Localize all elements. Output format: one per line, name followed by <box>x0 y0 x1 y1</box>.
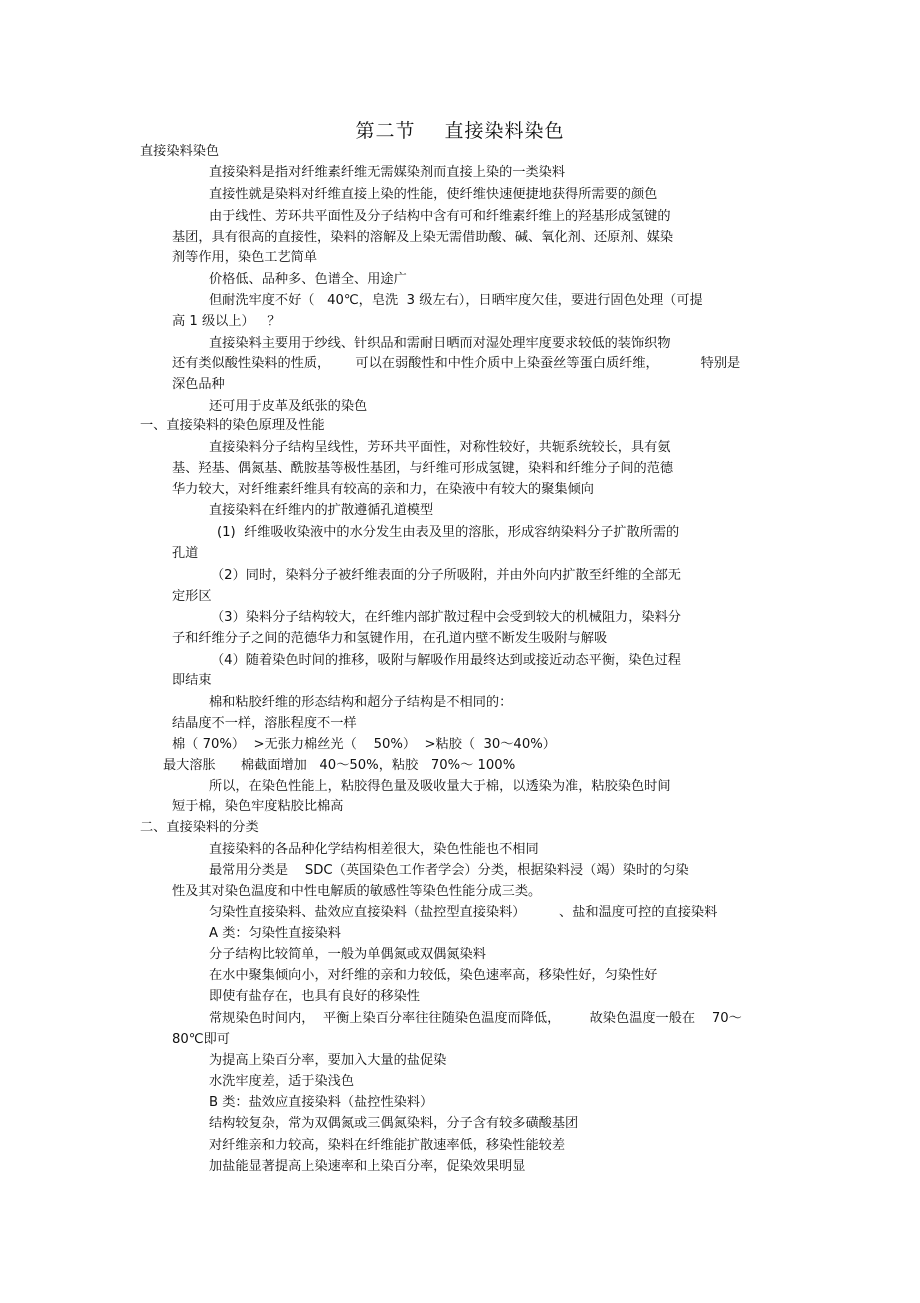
text-line: 华力较大，对纤维素纤维具有较高的亲和力，在染液中有较大的聚集倾向 <box>172 482 594 497</box>
text-line: A 类：匀染性直接染料 <box>209 926 341 941</box>
text-line: 但耐洗牢度不好（ 40℃，皂洗 3 级左右），日晒牢度欠佳，要进行固色处理（可提 <box>209 293 703 308</box>
page-title: 第二节 直接染料染色 <box>355 120 565 142</box>
section-heading: 直接染料染色 <box>140 144 220 159</box>
text-line: 价格低、品种多、色谱全、用途广 <box>209 272 407 287</box>
text-line: 高 1 级以上） ？ <box>172 314 281 329</box>
text-line: 水洗牢度差，适于染浅色 <box>209 1074 355 1089</box>
text-line: 还有类似酸性染料的性质， 可以在弱酸性和中性介质中上染蚕丝等蛋白质纤维， 特别是 <box>172 356 741 371</box>
text-line: 最大溶胀 棉截面增加 40～50%，粘胶 70%～ 100% <box>163 758 516 773</box>
text-line: 即使有盐存在，也具有良好的移染性 <box>209 989 420 1004</box>
text-line: 直接性就是染料对纤维直接上染的性能，使纤维快速便捷地获得所需要的颜色 <box>209 187 658 202</box>
text-line: 基团，具有很高的直接性，染料的溶解及上染无需借助酸、碱、氧化剂、还原剂、媒染 <box>172 230 674 245</box>
text-line: 剂等作用，染色工艺简单 <box>172 250 318 265</box>
text-line: 80℃即可 <box>172 1032 230 1047</box>
section-heading: 二、直接染料的分类 <box>140 820 259 835</box>
text-line: 所以，在染色性能上，粘胶得色量及吸收量大于棉，以透染为准，粘胶染色时间 <box>209 779 671 794</box>
text-line: 即结束 <box>172 673 212 688</box>
section-heading: 一、直接染料的染色原理及性能 <box>140 418 325 433</box>
text-line: （4）随着染色时间的推移，吸附与解吸作用最终达到或接近动态平衡，染色过程 <box>211 653 681 668</box>
text-line: 短于棉，染色牢度粘胶比棉高 <box>172 799 344 814</box>
text-line: (1) 纤维吸收染液中的水分发生由表及里的溶胀，形成容纳染料分子扩散所需的 <box>217 525 680 540</box>
text-line: 为提高上染百分率，要加入大量的盐促染 <box>209 1053 447 1068</box>
text-line: 子和纤维分子之间的范德华力和氢键作用，在孔道内壁不断发生吸附与解吸 <box>172 631 608 646</box>
text-line: B 类：盐效应直接染料（盐控性染料） <box>209 1095 434 1110</box>
text-line: 直接染料分子结构呈线性，芳环共平面性，对称性较好，共轭系统较长，具有氨 <box>209 440 671 455</box>
text-line: 对纤维亲和力较高，染料在纤维能扩散速率低，移染性能较差 <box>209 1138 566 1153</box>
text-line: 直接染料主要用于纱线、针织品和需耐日晒而对湿处理牢度要求较低的装饰织物 <box>209 336 671 351</box>
text-line: （3）染料分子结构较大，在纤维内部扩散过程中会受到较大的机械阻力，染料分 <box>211 610 681 625</box>
text-line: 常规染色时间内， 平衡上染百分率往往随染色温度而降低， 故染色温度一般在 70～ <box>209 1011 742 1026</box>
text-line: 孔道 <box>172 546 199 561</box>
text-line: 分子结构比较简单，一般为单偶氮或双偶氮染料 <box>209 947 486 962</box>
text-line: 还可用于皮革及纸张的染色 <box>209 399 368 414</box>
text-line: 匀染性直接染料、盐效应直接染料（盐控型直接染料） 、盐和温度可控的直接染料 <box>209 905 718 920</box>
text-line: 棉（ 70%） >无张力棉丝光（ 50%） >粘胶（ 30～40%） <box>172 737 556 752</box>
text-line: 直接染料的各品种化学结构相差很大，染色性能也不相同 <box>209 842 539 857</box>
text-line: 直接染料是指对纤维素纤维无需媒染剂而直接上染的一类染料 <box>209 165 566 180</box>
text-line: 棉和粘胶纤维的形态结构和超分子结构是不相同的： <box>209 695 513 710</box>
text-line: （2）同时，染料分子被纤维表面的分子所吸附，并由外向内扩散至纤维的全部无 <box>211 568 681 583</box>
text-line: 直接染料在纤维内的扩散遵循孔道模型 <box>209 503 434 518</box>
text-line: 定形区 <box>172 589 212 604</box>
text-line: 结构较复杂，常为双偶氮或三偶氮染料，分子含有较多磺酸基团 <box>209 1116 579 1131</box>
text-line: 在水中聚集倾向小，对纤维的亲和力较低，染色速率高，移染性好，匀染性好 <box>209 968 658 983</box>
text-line: 由于线性、芳环共平面性及分子结构中含有可和纤维素纤维上的羟基形成氢键的 <box>209 209 671 224</box>
text-line: 基、羟基、偶氮基、酰胺基等极性基团，与纤维可形成氢键，染料和纤维分子间的范德 <box>172 461 674 476</box>
text-line: 结晶度不一样，溶胀程度不一样 <box>172 716 357 731</box>
text-line: 加盐能显著提高上染速率和上染百分率，促染效果明显 <box>209 1159 526 1174</box>
text-line: 性及其对染色温度和中性电解质的敏感性等染色性能分成三类。 <box>172 884 542 899</box>
text-line: 深色品种 <box>172 377 225 392</box>
text-line: 最常用分类是 SDC（英国染色工作者学会）分类，根据染料浸（竭）染时的匀染 <box>209 863 689 878</box>
